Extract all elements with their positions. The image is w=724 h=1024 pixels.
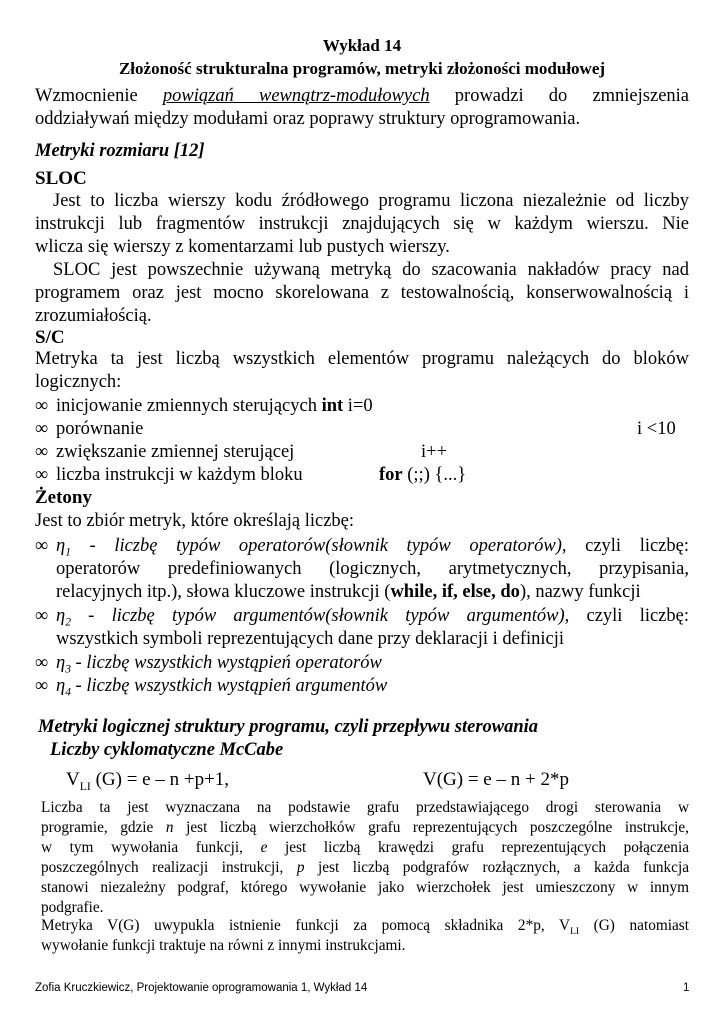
infinity-bullet-icon: ∞ (35, 676, 49, 696)
eta1-line-3: relacyjnych itp.), słowa kluczowe instrukcji (while, if, else, do), nazwy funkcji (56, 582, 641, 602)
tokens-heading: Żetony (35, 487, 92, 508)
infinity-bullet-icon: ∞ (35, 465, 49, 485)
sloc-p1-line-3: wlicza się wierszy z komentarzami lub pustych wierszy. (35, 237, 450, 257)
sc-item-4: liczba instrukcji w każdym bloku (56, 465, 303, 485)
sc-item-1: inicjowanie zmiennych sterujących int i=0 (56, 396, 373, 416)
infinity-bullet-icon: ∞ (35, 442, 49, 462)
eta1-line-2: operatorów predefiniowanych (logicznych, arytmetycznych, przypisania, (56, 559, 689, 579)
infinity-bullet-icon: ∞ (35, 419, 49, 439)
logic-p2-line-1: Metryka V(G) uwypukla istnienie funkcji za pomocą składnika 2*p, $V_{LI}$ (G) natomiast (41, 917, 689, 938)
sc-line-2: logicznych: (35, 372, 122, 392)
logic-p1-line-4: poszczególnych realizacji instrukcji, p jest liczbą podgrafów rozłącznych, a każda funkcja (41, 859, 690, 876)
eta2-line-2: wszystkich symboli reprezentujących dane przy deklaracji i definicji (56, 629, 565, 649)
sc-item-2-code: i <10 (637, 419, 676, 439)
sloc-heading: SLOC (35, 168, 87, 189)
logic-p1-line-3: w tym wywołania funkcji, e jest liczbą krawędzi grafu reprezentujących połączenia (41, 839, 689, 856)
eta1-line-1: $\eta_1$ - liczbę typów operatorów(słownik typów operatorów), czyli liczbę: (56, 536, 689, 559)
sc-heading: S/C (35, 327, 65, 348)
sc-item-3-code: i++ (421, 442, 448, 462)
logic-p1-line-1: Liczba ta jest wyznaczana na podstawie grafu przedstawiającego drogi sterowania w (41, 799, 689, 816)
intro-line-2: oddziaływań między modułami oraz poprawy struktury oprogramowania. (35, 109, 581, 129)
sloc-p1-line-1: Jest to liczba wierszy kodu źródłowego programu liczona niezależnie od liczby (53, 191, 689, 211)
infinity-bullet-icon: ∞ (35, 653, 49, 673)
eta2-line-1: $\eta_2$ - liczbę typów argumentów(słownik typów argumentów), czyli liczbę: (56, 606, 689, 629)
sloc-p1-line-2: instrukcji lub fragmentów instrukcji znajdujących się w każdym wierszu. Nie (35, 214, 689, 234)
sc-item-4-code: for (;;) {...} (379, 465, 467, 485)
sc-item-3: zwiększanie zmiennej sterującej (56, 442, 295, 462)
infinity-bullet-icon: ∞ (35, 536, 49, 556)
page-number: 1 (683, 982, 690, 994)
footer-text: Zofia Kruczkiewicz, Projektowanie oprogramowania 1, Wykład 14 (35, 982, 368, 994)
sloc-p2-line-2: programem oraz jest mocno skorelowana z testowalnością, konserwowalnością i (35, 283, 689, 303)
infinity-bullet-icon: ∞ (35, 396, 49, 416)
eta4-line: $\eta_4$ - liczbę wszystkich wystąpień argumentów (56, 676, 388, 699)
metrics-size-heading: Metryki rozmiaru [12] (35, 141, 205, 161)
formula-vg: V(G) = e – n + 2*p (423, 769, 569, 790)
logic-heading: Metryki logicznej struktury programu, czyli przepływu sterowania (38, 717, 539, 737)
sloc-p2-line-3: zrozumiałością. (35, 306, 152, 326)
logic-p2-line-2: wywołanie funkcji traktuje na równi z innymi instrukcjami. (41, 937, 406, 954)
sc-item-2: porównanie (56, 419, 144, 439)
lecture-title: Złożoność strukturalna programów, metryki złożoności modułowej (118, 59, 606, 78)
intro-line-1: Wzmocnienie powiązań wewnątrz-modułowych prowadzi do zmniejszenia (35, 86, 690, 106)
logic-p1-line-2: programie, gdzie n jest liczbą wierzchołków grafu reprezentujących poszczególne instrukcje, (41, 819, 689, 836)
logic-p1-line-6: podgrafie. (41, 899, 104, 916)
mccabe-heading: Liczby cyklomatyczne McCabe (50, 740, 284, 760)
infinity-bullet-icon: ∞ (35, 606, 49, 626)
lecture-number: Wykład 14 (322, 36, 402, 55)
tokens-intro: Jest to zbiór metryk, które określają liczbę: (35, 511, 355, 531)
eta3-line: $\eta_3$ - liczbę wszystkich wystąpień operatorów (56, 653, 382, 676)
formula-vli: $V_{LI}$ (G) = e – n +p+1, (66, 769, 230, 793)
sloc-p2-line-1: SLOC jest powszechnie używaną metryką do szacowania nakładów pracy nad (53, 260, 689, 280)
sc-line-1: Metryka ta jest liczbą wszystkich elementów programu należących do bloków (35, 349, 689, 369)
logic-p1-line-5: stanowi niezależny podgraf, którego wywołanie jako wierzchołek jest umieszczony w innym (41, 879, 689, 896)
